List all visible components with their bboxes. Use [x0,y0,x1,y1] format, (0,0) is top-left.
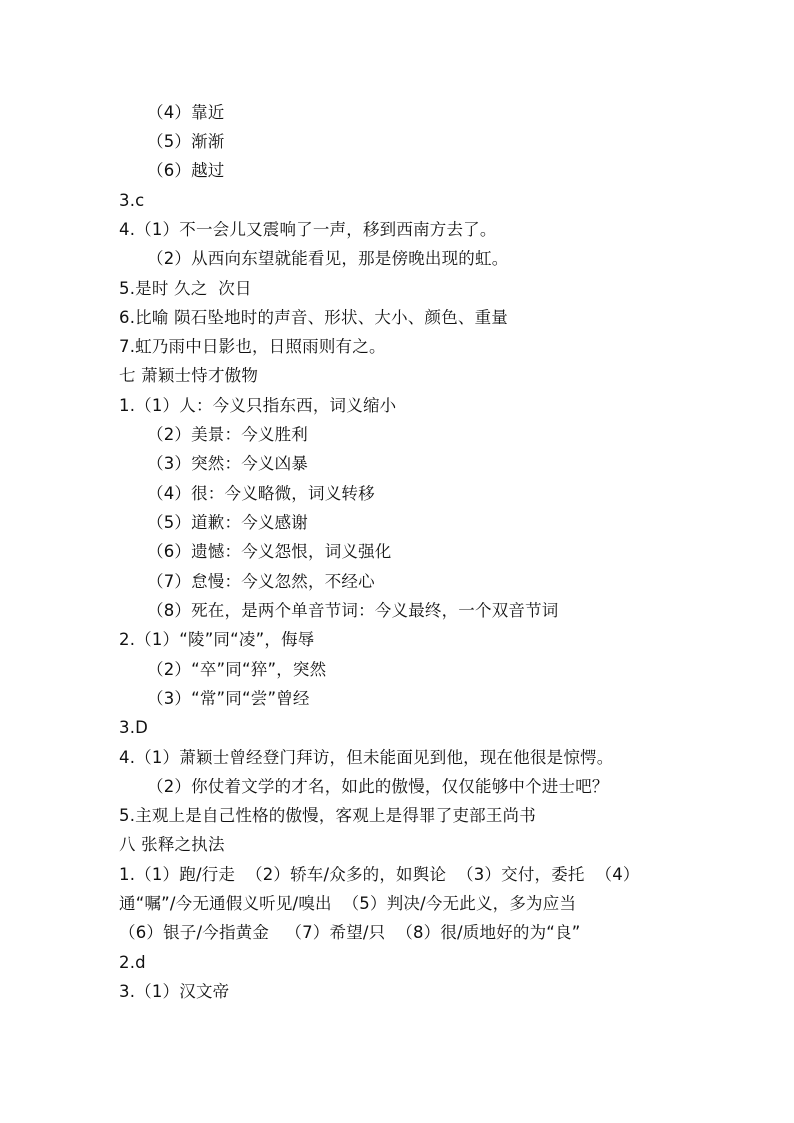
answer-line: 5.是时 久之 次日 [119,279,252,298]
answer-line: 3.c [119,191,145,210]
answer-line: （2）美景：今义胜利 [147,425,308,444]
answer-line: （7）怠慢：今义忽然，不经心 [147,572,375,591]
answer-line: （5）渐渐 [147,132,225,151]
answer-line: （2）“卒”同“猝”，突然 [147,660,327,679]
answer-line: （6）银子/今指黄金 （7）希望/只 （8）很/质地好的为“良” [119,923,581,942]
answer-line: 3.（1）汉文帝 [119,982,230,1001]
answer-line: （4）很：今义略微，词义转移 [147,484,375,503]
answer-line: 5.主观上是自己性格的傲慢，客观上是得罪了吏部王尚书 [119,806,536,825]
answer-line: （8）死在，是两个单音节词：今义最终，一个双音节词 [147,601,559,620]
answer-line: （2）你仗着文学的才名，如此的傲慢，仅仅能够中个进士吧？ [147,777,609,796]
answer-line: 3.D [119,718,149,737]
answer-line: （2）从西向东望就能看见，那是傍晚出现的虹。 [147,249,509,268]
answer-line: 7.虹乃雨中日影也，日照雨则有之。 [119,337,386,356]
answer-line: 通“嘱”/今无通假义听见/嗅出 （5）判决/今无此义，多为应当 [119,894,577,913]
answer-line: 4.（1）萧颖士曾经登门拜访，但未能面见到他，现在他很是惊愕。 [119,748,614,767]
answer-line: （6）遗憾：今义怨恨，词义强化 [147,542,392,561]
section-heading: 八 张释之执法 [119,835,225,854]
answer-line: 2.（1）“陵”同“凌”，侮辱 [119,630,315,649]
answer-line: 1.（1）跑/行走 （2）轿车/众多的，如舆论 （3）交付，委托 （4） [119,865,640,884]
answer-line: 1.（1）人：今义只指东西，词义缩小 [119,396,397,415]
answer-line: （5）道歉：今义感谢 [147,513,308,532]
answer-line: （3）突然：今义凶暴 [147,454,308,473]
answer-line: （6）越过 [147,161,225,180]
section-heading: 七 萧颖士恃才傲物 [119,366,259,385]
answer-line: 2.d [119,953,146,972]
answer-line: （3）“常”同“尝”曾经 [147,689,310,708]
answer-line: （4）靠近 [147,103,225,122]
answer-line: 6.比喻 陨石坠地时的声音、形状、大小、颜色、重量 [119,308,508,327]
answer-line: 4.（1）不一会儿又震响了一声，移到西南方去了。 [119,220,497,239]
